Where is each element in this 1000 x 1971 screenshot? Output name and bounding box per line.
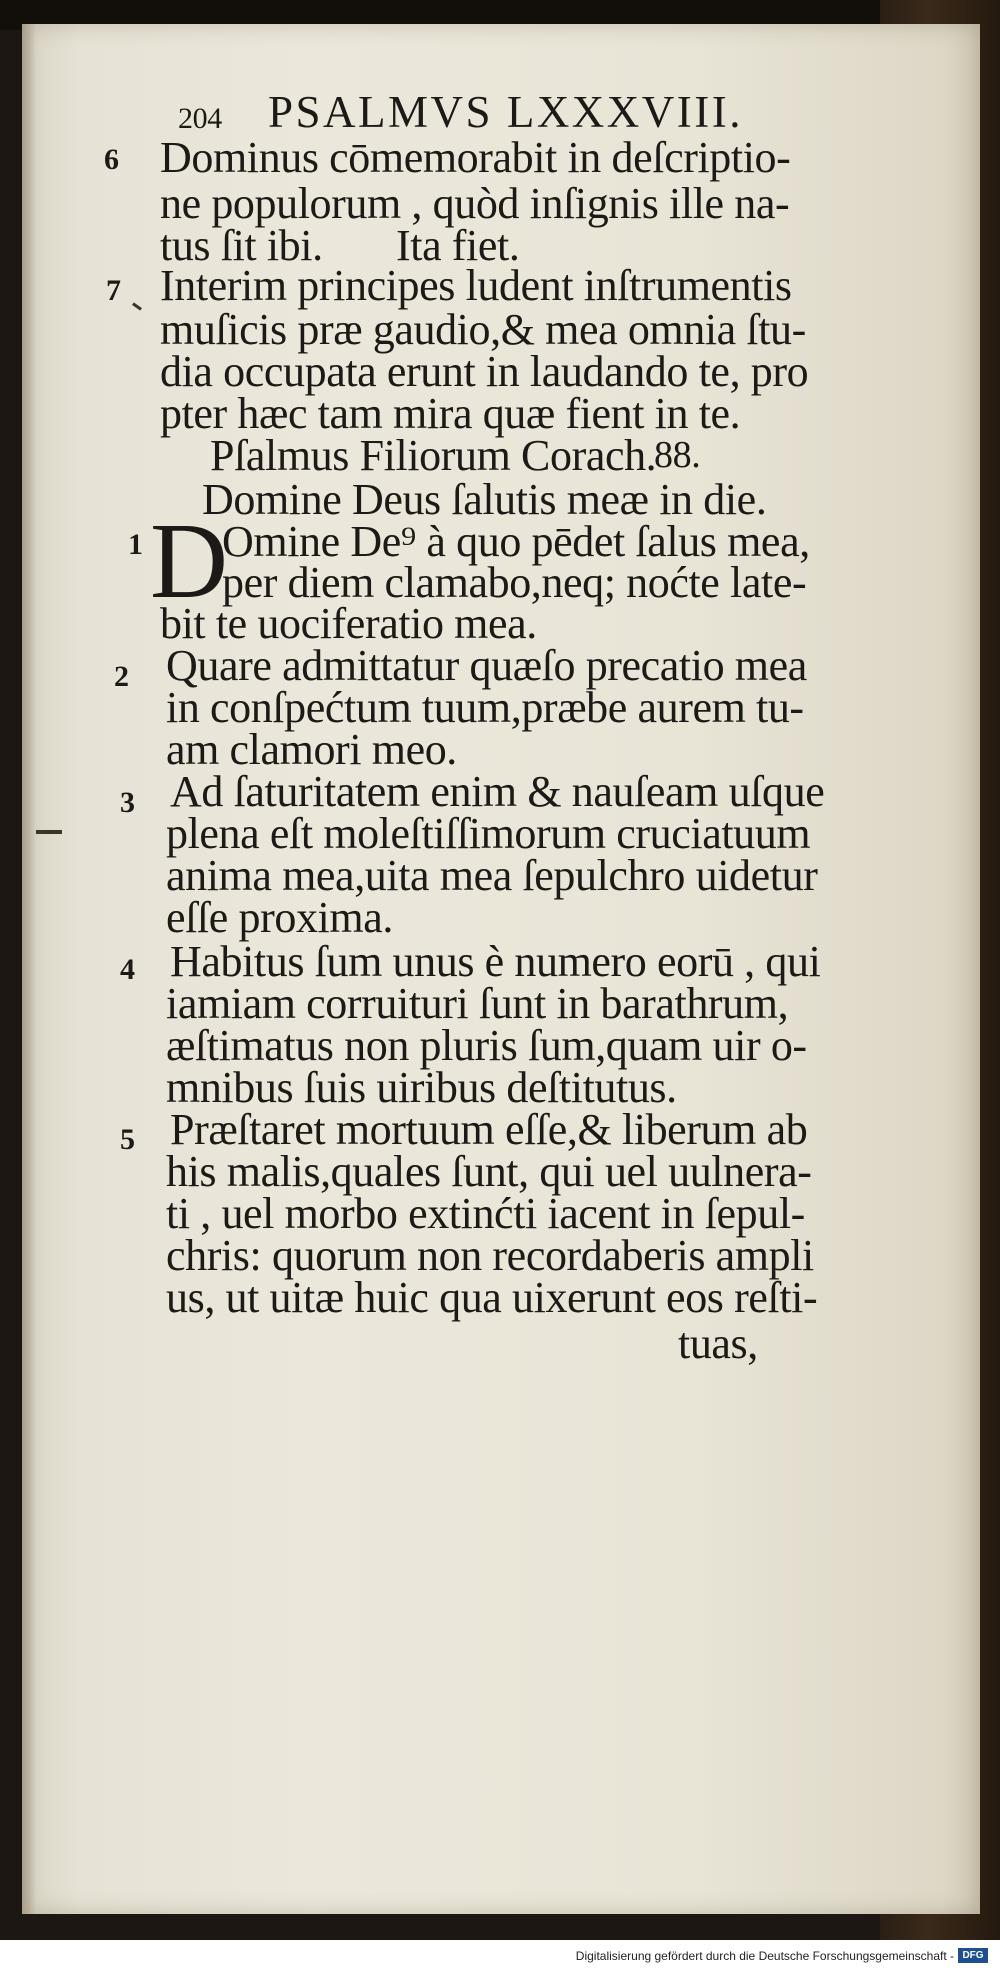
verse-number: 3 (120, 786, 135, 819)
text-line: iamiam corruituri ſunt in barathrum, (166, 979, 789, 1028)
text-line: ne populorum , quòd inſignis ille na- (160, 179, 790, 228)
verse-number: 5 (120, 1123, 135, 1156)
text-line: tus ſit ibi. (160, 221, 323, 270)
text-line: chris: quorum non recordaberis ampli (166, 1231, 814, 1280)
page-number: 204 (178, 102, 222, 135)
text-line: in conſpećtum tuum,præbe aurem tu- (166, 683, 804, 732)
text-line: Præſtaret mortuum eſſe,& liberum ab (170, 1105, 808, 1154)
text-line: dia occupata erunt in laudando te, pro (160, 347, 809, 396)
page-fold-shadow (22, 24, 36, 1914)
text-line: pter hæc tam mira quæ fient in te. (160, 389, 741, 438)
text-line: Omine De⁹ à quo pēdet ſalus mea, (222, 517, 810, 566)
text-line: his malis,quales ſunt, qui uel uulnera- (166, 1147, 812, 1196)
text-line: Interim principes ludent inſtrumentis (160, 261, 792, 310)
running-title: PSALMVS LXXXVIII. (268, 87, 744, 137)
psalm-heading: Pſalmus Filiorum Corach. (210, 431, 657, 480)
text-line: Quare admittatur quæſo precatio mea (166, 641, 807, 690)
text-line: per diem clamabo,neq; noćte late- (222, 558, 807, 607)
psalm-heading-number: 88. (654, 434, 701, 476)
text-line: bit te uociferatio mea. (160, 599, 537, 648)
text-line: muſicis præ gaudio,& mea omnia ſtu- (160, 305, 806, 354)
text-line: us, ut uitæ huic qua uixerunt eos reſti- (166, 1273, 818, 1322)
verse-number: 4 (120, 953, 135, 986)
verse-number: 1 (128, 528, 143, 561)
text-line: anima mea,uita mea ſepulchro uidetur (166, 851, 818, 900)
verse-number: 2 (114, 660, 129, 693)
verse-number: 7 (106, 274, 121, 307)
text-line: Dominus cōmemorabit in deſcriptio- (160, 133, 791, 182)
dfg-logo: DFG (958, 1948, 988, 1963)
text-line: ti , uel morbo extinćti iacent in ſepul- (166, 1189, 805, 1238)
margin-mark (36, 830, 62, 834)
text-line: æſtimatus non pluris ſum,quam uir o- (166, 1021, 807, 1070)
text-line: plena eſt moleſtiſſimorum cruciatuum (166, 809, 811, 858)
catchword: tuas, (678, 1319, 758, 1368)
text-line: eſſe proxima. (166, 893, 393, 942)
text-line: Ita fiet. (396, 221, 520, 270)
text-line: am clamori meo. (166, 725, 457, 774)
text-line: Habitus ſum unus è numero eorū , qui (170, 937, 821, 986)
text-line: Ad ſaturitatem enim & nauſeam uſque (170, 767, 825, 816)
psalm-subheading: Domine Deus ſalutis meæ in die. (202, 475, 767, 524)
verse-number: 6 (104, 143, 119, 176)
drop-cap: D (150, 502, 228, 621)
text-line: mnibus ſuis uiribus deſtitutus. (166, 1063, 677, 1112)
digitization-footer (0, 1940, 1000, 1971)
funding-credit: Digitalisierung gefördert durch die Deutsche Forschungsgemeinschaft - (575, 1949, 954, 1963)
